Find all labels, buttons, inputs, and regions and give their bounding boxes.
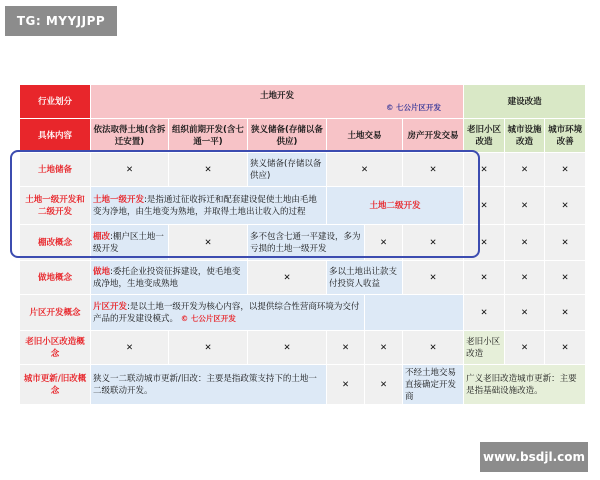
watermark-label: © 七公片区开发 [385, 102, 442, 112]
x-mark: ✕ [327, 153, 403, 187]
x-mark: ✕ [464, 295, 505, 331]
col-header-5: 房产开发交易 [403, 119, 464, 153]
x-mark: ✕ [403, 331, 464, 365]
shantytown-prefix: 棚改 [93, 231, 111, 242]
x-mark: ✕ [365, 365, 403, 405]
land-making-prefix: 做地 [93, 266, 111, 277]
header-land-dev-label: 土地开发 [260, 90, 295, 101]
row-label-area-dev: 片区开发概念 [20, 295, 91, 331]
header-land-dev [91, 85, 464, 119]
row-label-primary-dev: 土地一级开发和二级开发 [20, 187, 91, 225]
x-mark: ✕ [327, 331, 365, 365]
cell-narrow-reserve: 狭义储备(存储以备供应) [248, 153, 327, 187]
x-mark: ✕ [464, 153, 505, 187]
land-development-table [19, 84, 586, 405]
col-header-8: 城市环境改善 [545, 119, 586, 153]
x-mark: ✕ [464, 225, 505, 261]
cell-urban-renewal-narrow: 狭义一二联动城市更新/旧改：主要是指政策支持下的土地一二级联动开发。 [91, 365, 327, 405]
col-header-3: 狭义储备(存储以备供应) [248, 119, 327, 153]
col-header-2: 组织前期开发(含七通一平) [169, 119, 248, 153]
x-mark: ✕ [464, 261, 505, 295]
x-mark: ✕ [91, 153, 169, 187]
cell-old-community-renovation: 老旧小区改造 [464, 331, 505, 365]
row-label-land-reserve: 土地储备 [20, 153, 91, 187]
col-header-4: 土地交易 [327, 119, 403, 153]
col-header-6: 老旧小区改造 [464, 119, 505, 153]
secondary-dev-label: 土地二级开发 [369, 200, 421, 211]
x-mark: ✕ [545, 225, 586, 261]
x-mark: ✕ [169, 153, 248, 187]
x-mark: ✕ [365, 225, 403, 261]
x-mark: ✕ [91, 331, 169, 365]
cell-primary-dev-desc [91, 187, 327, 225]
x-mark: ✕ [505, 261, 545, 295]
x-mark: ✕ [545, 295, 586, 331]
x-mark: ✕ [248, 331, 327, 365]
row-label-land-making: 做地概念 [20, 261, 91, 295]
row-label-old-community: 老旧小区改造概念 [20, 331, 91, 365]
x-mark: ✕ [403, 261, 464, 295]
x-mark: ✕ [327, 365, 365, 405]
x-mark: ✕ [505, 187, 545, 225]
header-content: 具体内容 [20, 119, 91, 153]
cell-urban-renewal-direct: 不经土地交易直接确定开发商 [403, 365, 464, 405]
x-mark: ✕ [248, 261, 327, 295]
cell-land-making-desc [91, 261, 248, 295]
x-mark: ✕ [169, 225, 248, 261]
col-header-7: 城市设施改造 [505, 119, 545, 153]
land-making-text: :委托企业投资征拆建设，使毛地变成净地，生地变成熟地 [93, 266, 241, 289]
area-dev-prefix: 片区开发 [93, 301, 128, 312]
x-mark: ✕ [505, 153, 545, 187]
watermark-label-2: © 七公片区开发 [180, 313, 236, 323]
x-mark: ✕ [365, 331, 403, 365]
row-label-urban-renewal: 城市更新/旧改概念 [20, 365, 91, 405]
cell-land-making-payment: 多以土地出让款支付投资人收益 [327, 261, 403, 295]
cell-shantytown-desc [91, 225, 169, 261]
x-mark: ✕ [545, 331, 586, 365]
area-dev-text: :是以土地一级开发为核心内容，以提供综合性营商环境为交付产品的开发建设模式。 [93, 301, 360, 324]
col-header-1: 依法取得土地(含拆迁安置) [91, 119, 169, 153]
header-industry: 行业划分 [20, 85, 91, 119]
x-mark: ✕ [505, 225, 545, 261]
x-mark: ✕ [505, 331, 545, 365]
x-mark: ✕ [545, 153, 586, 187]
cell-secondary-dev [327, 187, 464, 225]
cell-area-dev-blank [365, 295, 464, 331]
x-mark: ✕ [403, 225, 464, 261]
cell-urban-renewal-broad: 广义老旧改造城市更新：主要是指基础设施改造。 [464, 365, 586, 405]
x-mark: ✕ [464, 187, 505, 225]
primary-dev-text: :是指通过征收拆迁和配套建设促使土地由毛地变为净地，由生地变为熟地，并取得土地出让收入的过程 [93, 194, 317, 217]
row-label-shantytown: 棚改概念 [20, 225, 91, 261]
x-mark: ✕ [169, 331, 248, 365]
x-mark: ✕ [505, 295, 545, 331]
cell-shantytown-note: 多不包含七通一平建设，多为亏损的土地一级开发 [248, 225, 365, 261]
shantytown-text: :棚户区土地一级开发 [93, 231, 164, 254]
cell-area-dev-desc [91, 295, 365, 331]
primary-dev-prefix: 土地一级开发 [93, 194, 145, 205]
header-construction: 建设改造 [464, 85, 586, 119]
x-mark: ✕ [403, 153, 464, 187]
tag-watermark: TG: MYYJJPP [5, 6, 117, 36]
x-mark: ✕ [545, 261, 586, 295]
site-watermark: www.bsdjl.com [480, 442, 588, 472]
x-mark: ✕ [545, 187, 586, 225]
